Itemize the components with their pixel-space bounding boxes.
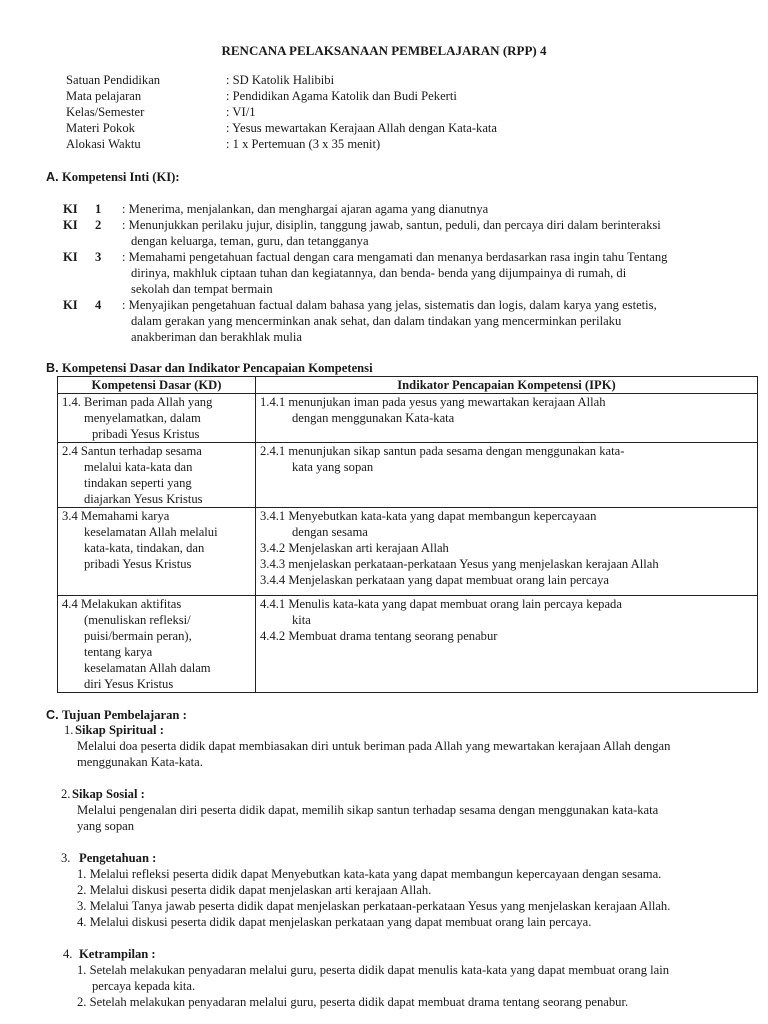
section-c-heading: Tujuan Pembelajaran : — [62, 708, 187, 722]
kd-cell — [58, 508, 256, 596]
section-b-letter: B. — [46, 361, 59, 375]
ketrampilan-item: 1. Setelah melakukan penyadaran melalui guru, peserta didik dapat menulis kata-kata yang dapat membuat orang lain — [77, 963, 670, 977]
section-b-heading: Kompetensi Dasar dan Indikator Pencapaian Kompetensi — [62, 361, 373, 375]
kd-line: 3.4 Memahami karya — [62, 509, 170, 523]
ipk-line: 3.4.1 Menyebutkan kata-kata yang dapat membangun kepercayaan — [260, 509, 597, 523]
identity-value-school: : SD Katolik Halibibi — [226, 73, 335, 87]
ki-3-code: KI — [63, 250, 78, 264]
ki-4-text-cont: dalam gerakan yang mencerminkan anak sehat, dan dalam tindakan yang mencerminkan perilaku — [131, 314, 622, 328]
table-row — [58, 508, 758, 596]
ipk-line: 2.4.1 menunjukan sikap santun pada sesama dengan menggunakan kata- — [260, 444, 625, 458]
ipk-line: kata yang sopan — [292, 460, 374, 474]
pengetahuan-item: 1. Melalui refleksi peserta didik dapat Menyebutkan kata-kata yang dapat membangun kepercayaan dengan sesama. — [77, 867, 662, 881]
ketrampilan-item-cont: percaya kepada kita. — [92, 979, 196, 993]
ipk-line: 4.4.1 Menulis kata-kata yang dapat membuat orang lain percaya kepada — [260, 597, 622, 611]
ipk-cell — [256, 508, 758, 596]
sosial-title: Sikap Sosial : — [72, 787, 145, 801]
ki-1-code: KI — [63, 202, 78, 216]
kd-line: tentang karya — [84, 645, 153, 659]
kd-line: pribadi Yesus Kristus — [92, 427, 200, 441]
identity-value-subject: : Pendidikan Agama Katolik dan Budi Pekerti — [226, 89, 457, 103]
identity-value-topic: : Yesus mewartakan Kerajaan Allah dengan Kata-kata — [226, 121, 498, 135]
ketrampilan-item: 2. Setelah melakukan penyadaran melalui guru, peserta didik dapat membuat drama tentang seorang penabur. — [77, 995, 629, 1009]
column-header-ipk: Indikator Pencapaian Kompetensi (IPK) — [256, 377, 758, 394]
kd-line: melalui kata-kata dan — [84, 460, 193, 474]
ki-3-number: 3 — [95, 250, 102, 264]
ki-3-text: : Memahami pengetahuan factual dengan cara mengamati dan menanya berdasarkan rasa ingin tahu Tentang — [122, 250, 668, 264]
ipk-line: 3.4.2 Menjelaskan arti kerajaan Allah — [260, 541, 449, 555]
ki-2-code: KI — [63, 218, 78, 232]
kd-line: (menuliskan refleksi/ — [84, 613, 191, 627]
kd-cell — [58, 394, 256, 443]
spiritual-text: Melalui doa peserta didik dapat membiasakan diri untuk beriman pada Allah yang mewartakan kerajaan Allah dengan — [77, 739, 671, 753]
competency-table — [57, 376, 758, 693]
spiritual-number: 1. — [64, 723, 74, 737]
ipk-line: 3.4.3 menjelaskan perkataan-perkataan Yesus yang menjelaskan kerajaan Allah — [260, 557, 659, 571]
ipk-line: 4.4.2 Membuat drama tentang seorang penabur — [260, 629, 498, 643]
kd-line: menyelamatkan, dalam — [84, 411, 201, 425]
ki-2-number: 2 — [95, 218, 102, 232]
ipk-cell — [256, 596, 758, 693]
kd-line: 2.4 Santun terhadap sesama — [62, 444, 202, 458]
identity-label-subject: Mata pelajaran — [66, 89, 142, 103]
identity-label-time: Alokasi Waktu — [66, 137, 141, 151]
ipk-line: 3.4.4 Menjelaskan perkataan yang dapat membuat orang lain percaya — [260, 573, 609, 587]
ketrampilan-number: 4. — [63, 947, 73, 961]
ipk-line: kita — [292, 613, 311, 627]
spiritual-text-cont: menggunakan Kata-kata. — [77, 755, 203, 769]
kd-line: tindakan seperti yang — [84, 476, 192, 490]
document-title: RENCANA PELAKSANAAN PEMBELAJARAN (RPP) 4 — [221, 43, 547, 58]
table-header-row — [58, 377, 758, 394]
ki-4-number: 4 — [95, 298, 102, 312]
ki-2-text-cont: dengan keluarga, teman, guru, dan tetangganya — [131, 234, 369, 248]
ipk-line: dengan menggunakan Kata-kata — [292, 411, 455, 425]
kd-cell — [58, 443, 256, 508]
ipk-cell — [256, 394, 758, 443]
section-a-heading: Kompetensi Inti (KI): — [62, 170, 180, 184]
identity-value-class: : VI/1 — [226, 105, 256, 119]
ipk-line: dengan sesama — [292, 525, 368, 539]
pengetahuan-item: 4. Melalui diskusi peserta didik dapat menjelaskan perkataan yang dapat membuat orang lain percaya. — [77, 915, 592, 929]
kd-line: keselamatan Allah dalam — [84, 661, 211, 675]
sosial-text: Melalui pengenalan diri peserta didik dapat, memilih sikap santun terhadap sesama dengan menggunakan kata-kata — [77, 803, 659, 817]
kd-line: diri Yesus Kristus — [84, 677, 174, 691]
column-header-kd: Kompetensi Dasar (KD) — [58, 377, 256, 394]
ki-1-number: 1 — [95, 202, 102, 216]
kd-line: puisi/bermain peran), — [84, 629, 192, 643]
pengetahuan-title: Pengetahuan : — [79, 851, 157, 865]
kd-line: kata-kata, tindakan, dan — [84, 541, 205, 555]
ketrampilan-title: Ketrampilan : — [79, 947, 156, 961]
kd-line: pribadi Yesus Kristus — [84, 557, 192, 571]
identity-label-topic: Materi Pokok — [66, 121, 135, 135]
ki-4-code: KI — [63, 298, 78, 312]
identity-label-school: Satuan Pendidikan — [66, 73, 161, 87]
ipk-line: 1.4.1 menunjukan iman pada yesus yang mewartakan kerajaan Allah — [260, 395, 606, 409]
kd-line: 1.4. Beriman pada Allah yang — [62, 395, 213, 409]
spiritual-title: Sikap Spiritual : — [75, 723, 164, 737]
pengetahuan-item: 3. Melalui Tanya jawab peserta didik dapat menjelaskan perkataan-perkataan Yesus yang menjelaskan kerajaan Allah. — [77, 899, 671, 913]
table-row — [58, 394, 758, 443]
section-a-letter: A. — [46, 170, 59, 184]
section-c-letter: C. — [46, 708, 59, 722]
table-row — [58, 443, 758, 508]
pengetahuan-number: 3. — [61, 851, 71, 865]
identity-value-time: : 1 x Pertemuan (3 x 35 menit) — [226, 137, 381, 151]
ki-4-text: : Menyajikan pengetahuan factual dalam bahasa yang jelas, sistematis dan logis, dalam karya yang estetis, — [122, 298, 657, 312]
identity-label-class: Kelas/Semester — [66, 105, 145, 119]
ki-1-text: : Menerima, menjalankan, dan menghargai ajaran agama yang dianutnya — [122, 202, 489, 216]
kd-line: diajarkan Yesus Kristus — [84, 492, 203, 506]
kd-line: keselamatan Allah melalui — [84, 525, 218, 539]
sosial-number: 2. — [61, 787, 71, 801]
ki-3-text-cont: dirinya, makhluk ciptaan tuhan dan kegiatannya, dan benda- benda yang dijumpainya di rumah, di — [131, 266, 627, 280]
ipk-cell — [256, 443, 758, 508]
pengetahuan-item: 2. Melalui diskusi peserta didik dapat menjelaskan arti kerajaan Allah. — [77, 883, 432, 897]
kd-cell — [58, 596, 256, 693]
ki-3-text-cont: sekolah dan tempat bermain — [131, 282, 273, 296]
ki-4-text-cont: anakberiman dan berakhlak mulia — [131, 330, 302, 344]
ki-2-text: : Menunjukkan perilaku jujur, disiplin, tanggung jawab, santun, peduli, dan percaya diri dalam berinteraksi — [122, 218, 661, 232]
sosial-text-cont: yang sopan — [77, 819, 135, 833]
kd-line: 4.4 Melakukan aktifitas — [62, 597, 182, 611]
table-row — [58, 596, 758, 693]
